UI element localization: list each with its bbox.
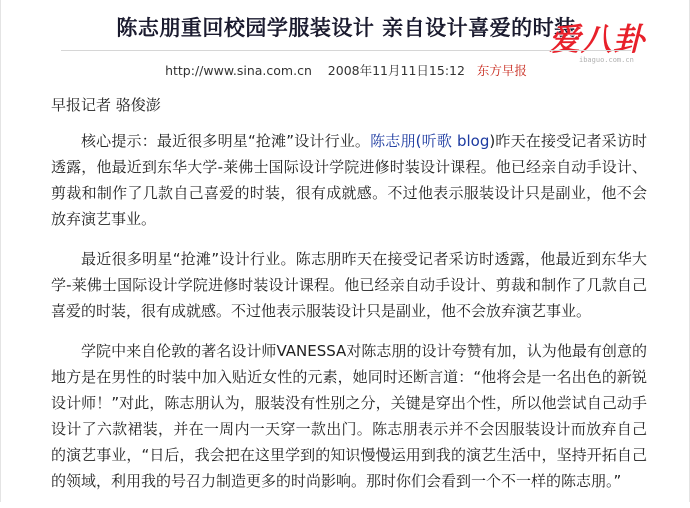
summary-rest: )昨天在接受记者采访时透露，他最近到东华大学-莱佛士国际设计学院进修时装设计课程。他已经亲自动手设计、剪裁和制作了几款自己喜爱的时装，很有成就感。不过他表示服装设计只是副业，他不会放弃演艺事业。 [51, 132, 648, 228]
source-link[interactable]: 东方早报 [476, 63, 527, 78]
summary-prefix: 核心提示：最近很多明星“抢滩”设计行业。 [81, 132, 371, 150]
article-title: 陈志朋重回校园学服装设计 亲自设计喜爱的时装 [116, 16, 576, 40]
blog-link[interactable]: 听歌 blog [421, 132, 490, 150]
site-watermark [549, 14, 667, 66]
article-body [51, 92, 647, 508]
summary-paragraph [51, 128, 647, 232]
source-url-link[interactable]: http://www.sina.com.cn [165, 63, 312, 78]
person-link[interactable]: 陈志朋( [370, 132, 422, 150]
watermark-logo: 爱八卦 [549, 22, 645, 58]
paragraph-2: 最近很多明星“抢滩”设计行业。陈志朋昨天在接受记者采访时透露，他最近到东华大学-莱佛士国际设计学院进修时装设计课程。他已经亲自动手设计、剪裁和制作了几款自己喜爱的时装，很有成就感。不过他表示服装设计只是副业，他不会放弃演艺事业。 [51, 250, 647, 320]
publish-datetime: 2008年11月11日15:12 [327, 63, 465, 78]
byline: 早报记者 骆俊澎 [51, 96, 161, 114]
watermark-url: ibaguo.com.cn [579, 56, 634, 64]
paragraph-3: 学院中来自伦敦的著名设计师VANESSA对陈志朋的设计夸赞有加，认为他最有创意的地方是在男性的时装中加入贴近女性的元素，她同时还断言道：“他将会是一名出色的新锐设计师！”对此，陈志朋认为，服装没有性别之分，关键是穿出个性，所以他尝试自己动手设计了六款裙装，并在一周内一天穿一款出门。陈志朋表示并不会因服装设计而放弃自己的演艺事业，“日后，我会把在这里学到的知识慢慢运用到我的演艺生活中，坚持开拓自己的领域，利用我的号召力制造更多的时尚影响。那时你们会看到一个不一样的陈志朋。” [51, 342, 647, 490]
title-divider [61, 50, 631, 51]
article-meta [1, 61, 690, 79]
